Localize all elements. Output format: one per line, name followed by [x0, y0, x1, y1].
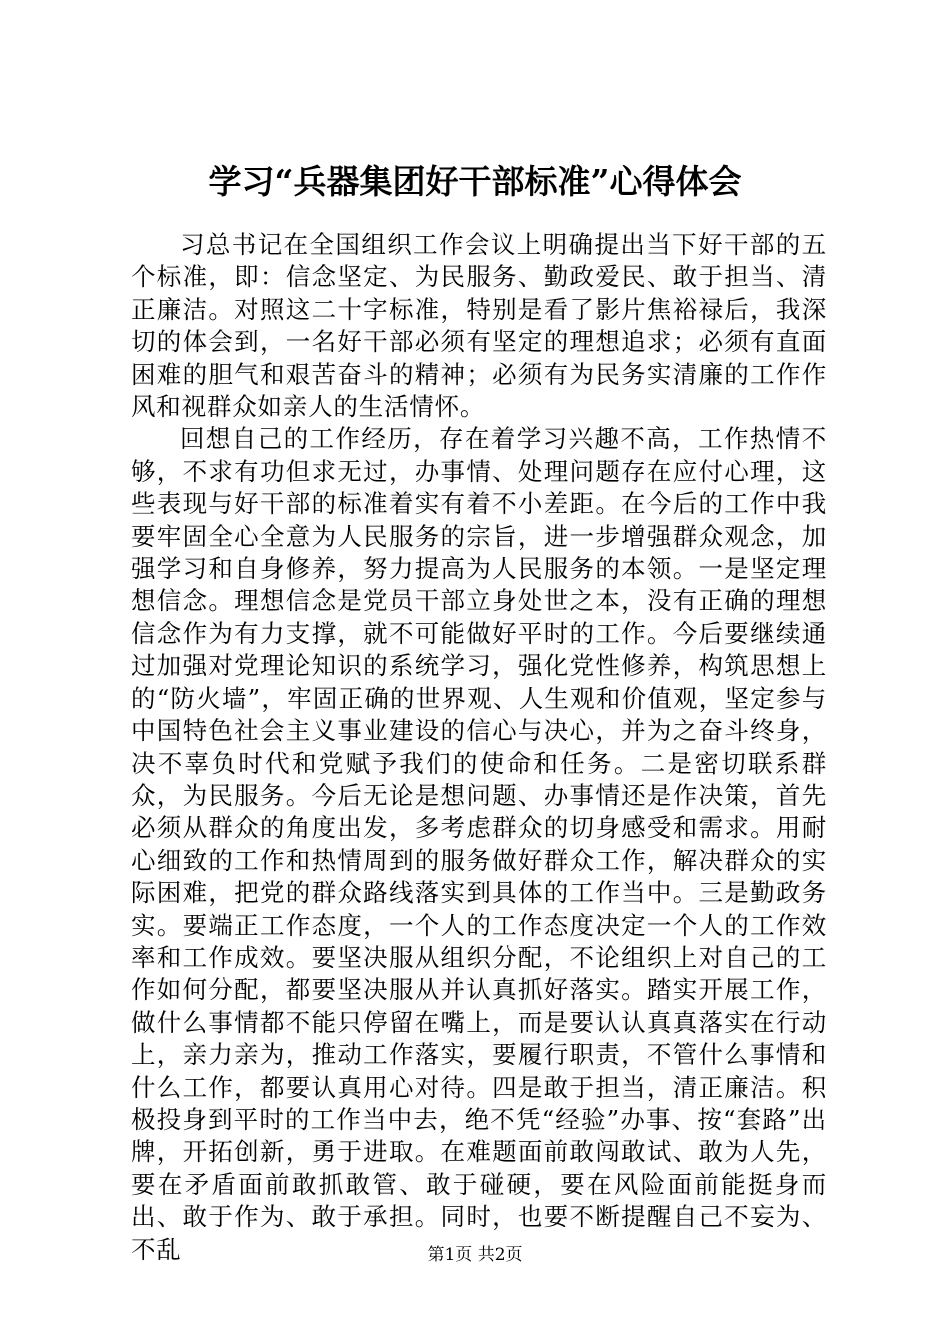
page-number-footer: 第1页 共2页 — [427, 1245, 523, 1265]
body-paragraph-2: 回想自己的工作经历，存在着学习兴趣不高，工作热情不够，不求有功但求无过，办事情、处理问题存在应付心理，这些表现与好干部的标准着实有着不小差距。在今后的工作中我要牢固全心全意为人民服务的宗旨，进一步增强群众观念，加强学习和自身修养，努力提高为人民服务的本领。一是坚定理想信念。理想信念是党员干部立身处世之本，没有正确的理想信念作为有力支撑，就不可能做好平时的工作。今后要继续通过加强对党理论知识的系统学习，强化党性修养，构筑思想上的“防火墙”，牢固正确的世界观、人生观和价值观，坚定参与中国特色社会主义事业建设的信心与决心，并为之奋斗终身，决不辜负时代和党赋予我们的使命和任务。二是密切联系群众，为民服务。今后无论是想问题、办事情还是作决策，首先必须从群众的角度出发，多考虑群众的切身感受和需求。用耐心细致的工作和热情周到的服务做好群众工作，解决群众的实际困难，把党的群众路线落实到具体的工作当中。三是勤政务实。要端正工作态度，一个人的工作态度决定一个人的工作效率和工作成效。要坚决服从组织分配，不论组织上对自己的工作如何分配，都要坚决服从并认真抓好落实。踏实开展工作，做什么事情都不能只停留在嘴上，而是要认认真真落实在行动上，亲力亲为，推动工作落实，要履行职责，不管什么事情和什么工作，都要认真用心对待。四是敢于担当，清正廉洁。积极投身到平时的工作当中去，绝不凭“经验”办事、按“套路”出牌，开拓创新，勇于进取。在难题面前敢闯敢试、敢为人先，要在矛盾面前敢抓敢管、敢于碰硬，要在风险面前能挺身而出、敢于作为、敢于承担。同时，也要不断提醒自己不妄为、不乱 — [131, 424, 827, 1264]
document-title: 学习“兵器集团好干部标准”心得体会 — [208, 162, 742, 201]
body-paragraph-1: 习总书记在全国组织工作会议上明确提出当下好干部的五个标准，即：信念坚定、为民服务、勤政爱民、敢于担当、清正廉洁。对照这二十字标准，特别是看了影片焦裕禄后，我深切的体会到，一名好干部必须有坚定的理想追求；必须有直面困难的胆气和艰苦奋斗的精神；必须有为民务实清廉的工作作风和视群众如亲人的生活情怀。 — [131, 230, 827, 422]
document-body — [131, 229, 827, 1266]
